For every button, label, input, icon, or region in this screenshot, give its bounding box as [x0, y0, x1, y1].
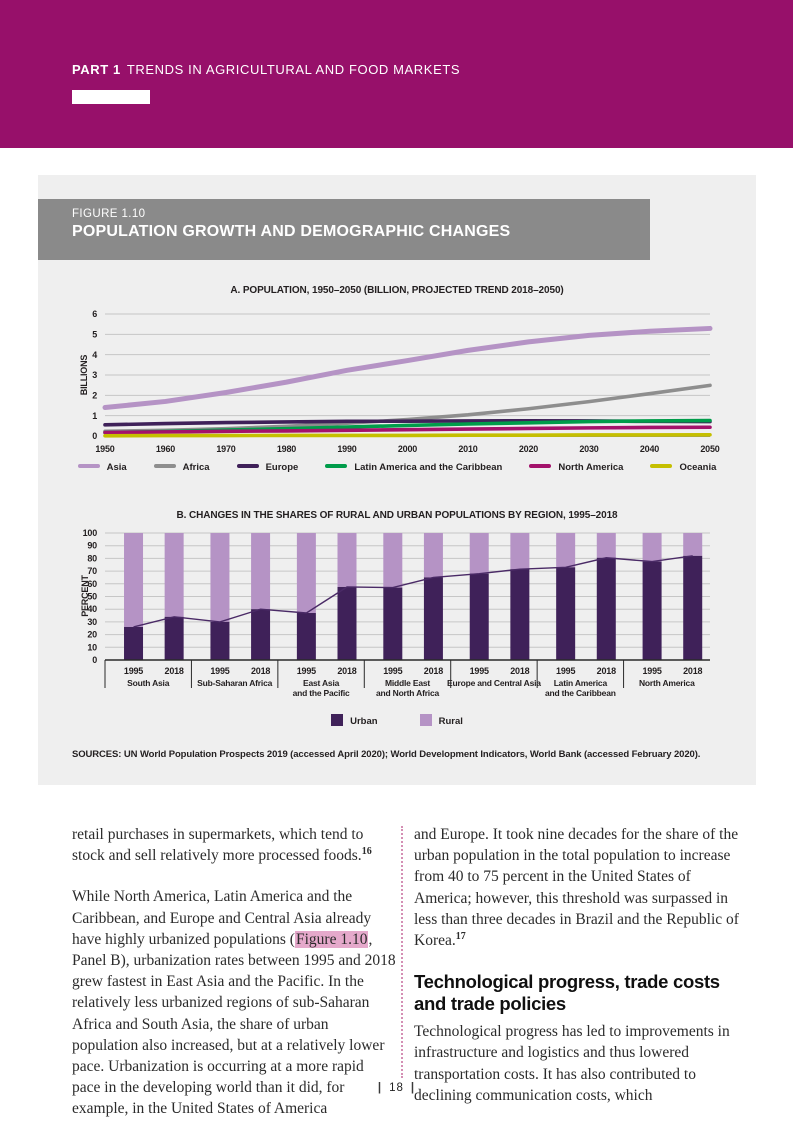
legend-item: Africa [154, 462, 210, 473]
region-label: Middle East [384, 678, 431, 688]
bar-urban [597, 558, 616, 660]
legend-item: Asia [78, 462, 127, 473]
legend-item: Urban [331, 714, 377, 727]
legend-swatch [529, 464, 551, 468]
bar-rural [338, 533, 357, 587]
legend-swatch [78, 464, 100, 468]
header-white-box [72, 90, 150, 104]
year-label: 1995 [642, 666, 662, 676]
year-label: 1995 [296, 666, 316, 676]
y-tick-label: 20 [87, 629, 97, 640]
paragraph-text: and Europe. It took nine decades for the share of the urban population in the total population to increase from 40 to 75 percent in the United States of America; however, this threshold was surpassed in less than three decades in Brazil and the Republic of Korea. [414, 826, 739, 950]
figure-1-10-link[interactable]: Figure 1.10 [295, 930, 368, 948]
bar-rural [165, 533, 184, 617]
bar-rural [643, 533, 662, 562]
region-label: and the Caribbean [544, 688, 616, 698]
bar-urban [383, 588, 402, 660]
bar-urban [683, 556, 702, 660]
part-number: PART 1 [72, 62, 121, 77]
footer-bar-right: | [410, 1082, 416, 1094]
bar-rural [597, 533, 616, 558]
paragraph-text: , Panel B), urbanization rates between 1995 and 2018 grew fastest in East Asia and the Pacific. In the relatively less urbanized regions of sub-Saharan Africa and South Asia, the share of urban population also increased, but at a relatively lower pace. Urbanization is occurring at a more rapid pace in the developing world than it did, for example, in the United States of America [72, 930, 396, 1118]
legend-swatch [237, 464, 259, 468]
legend-swatch [420, 714, 432, 726]
y-tick-label: 1 [92, 410, 97, 421]
year-label: 2018 [683, 666, 703, 676]
year-label: 2018 [423, 666, 444, 676]
figure-sources: SOURCES: UN World Population Prospects 2019 (accessed April 2020); World Development Indicators, World Bank (accessed February 2020). [72, 749, 701, 760]
y-tick-label: 0 [92, 655, 97, 665]
region-label: North America [638, 678, 695, 688]
panel-b-title: B. CHANGES IN THE SHARES OF RURAL AND URBAN POPULATIONS BY REGION, 1995–2018 [176, 510, 618, 521]
figure-label: FIGURE 1.10 [72, 208, 146, 220]
bar-urban [124, 627, 143, 660]
bar-urban [165, 617, 184, 660]
x-tick-label: 1990 [337, 444, 357, 454]
bar-rural [510, 533, 529, 569]
y-tick-label: 10 [87, 642, 97, 653]
legend-swatch [154, 464, 176, 468]
bar-urban [643, 562, 662, 660]
region-label: Sub-Saharan Africa [197, 678, 273, 688]
figure-title-bar [38, 199, 650, 260]
panel-a-legend [38, 462, 756, 473]
year-label: 2018 [337, 666, 357, 676]
y-tick-label: 80 [87, 553, 97, 564]
y-tick-label: 3 [92, 370, 97, 381]
year-label: 1995 [210, 666, 230, 676]
population-line-chart [75, 295, 735, 460]
y-axis-label: PERCENT [80, 575, 90, 617]
y-tick-label: 2 [92, 390, 97, 401]
figure-title: POPULATION GROWTH AND DEMOGRAPHIC CHANGES [72, 223, 511, 240]
x-tick-label: 2030 [579, 444, 599, 454]
legend-item: Rural [420, 714, 463, 727]
legend-item: Europe [237, 462, 299, 473]
bar-rural [683, 533, 702, 556]
x-tick-label: 2000 [397, 444, 418, 454]
region-label: Latin America [553, 678, 608, 688]
region-label: and the Pacific [292, 688, 350, 698]
panel-a-title: A. POPULATION, 1950–2050 (BILLION, PROJECTED TREND 2018–2050) [230, 285, 564, 296]
part-header-band [0, 0, 793, 148]
paragraph-text: retail purchases in supermarkets, which tend to stock and sell relatively more processed foods. [72, 826, 364, 865]
bar-rural [210, 533, 229, 622]
figure-1-10-panel [38, 175, 756, 785]
bar-rural [556, 533, 575, 567]
x-tick-label: 2040 [639, 444, 660, 454]
legend-swatch [325, 464, 347, 468]
region-label: South Asia [127, 678, 170, 688]
section-heading: Technological progress, trade costs and trade policies [414, 971, 720, 1014]
y-tick-label: 6 [92, 309, 97, 320]
y-tick-label: 90 [87, 540, 97, 551]
x-tick-label: 1950 [95, 444, 115, 454]
bar-rural [383, 533, 402, 588]
x-tick-label: 1970 [216, 444, 236, 454]
legend-swatch [331, 714, 343, 726]
year-label: 1995 [556, 666, 576, 676]
paragraph [72, 824, 396, 866]
y-axis-label: BILLIONS [79, 354, 89, 396]
y-tick-label: 4 [92, 349, 97, 360]
year-label: 1995 [123, 666, 144, 676]
bar-rural [297, 533, 316, 613]
bar-urban [338, 587, 357, 660]
year-label: 1995 [383, 666, 403, 676]
y-tick-label: 60 [87, 578, 97, 589]
page-footer [0, 1082, 793, 1094]
footnote-ref-16[interactable]: 16 [361, 846, 372, 858]
panel-b-legend [38, 714, 756, 727]
bar-urban [297, 613, 316, 660]
x-tick-label: 1980 [276, 444, 297, 454]
y-tick-label: 40 [87, 604, 97, 615]
series-line-oceania [105, 435, 710, 436]
y-tick-label: 5 [92, 329, 97, 340]
y-tick-label: 70 [87, 566, 97, 577]
body-column-left [72, 824, 396, 1122]
bar-rural [124, 533, 143, 627]
year-label: 2018 [596, 666, 616, 676]
bar-urban [424, 577, 443, 660]
y-tick-label: 0 [92, 431, 97, 442]
region-label: and North Africa [375, 688, 440, 698]
bar-urban [556, 567, 575, 660]
footer-bar-left: | [377, 1082, 383, 1094]
urban-rural-bar-chart [75, 522, 735, 702]
paragraph-text: While North America, Latin America and the Caribbean, and Europe and Central Asia already have highly urbanized populations ( [72, 888, 372, 948]
y-tick-label: 50 [87, 591, 97, 602]
bar-urban [510, 569, 529, 660]
y-tick-label: 100 [82, 528, 97, 538]
part-title: TRENDS IN AGRICULTURAL AND FOOD MARKETS [126, 62, 461, 77]
paragraph-text: Technological progress has led to improvements in infrastructure and logistics and thus lowered transportation costs. It has also contributed to declining communication costs, which [414, 1023, 730, 1104]
x-tick-label: 2010 [458, 444, 478, 454]
legend-item: Latin America and the Caribbean [325, 462, 502, 473]
year-label: 1995 [469, 666, 489, 676]
bar-urban [210, 622, 229, 660]
year-label: 2018 [250, 666, 271, 676]
bar-urban [470, 574, 489, 660]
page-number: 18 [389, 1082, 404, 1094]
column-divider [401, 826, 403, 1078]
region-label: Europe and Central Asia [447, 678, 541, 688]
x-tick-label: 2050 [700, 444, 720, 454]
y-tick-label: 30 [87, 616, 97, 627]
body-column-right [414, 824, 740, 1122]
bar-rural [424, 533, 443, 577]
bar-urban [251, 609, 270, 660]
bar-rural [470, 533, 489, 574]
legend-swatch [650, 464, 672, 468]
paragraph [414, 824, 740, 951]
region-label: East Asia [302, 678, 340, 688]
legend-item: Oceania [650, 462, 716, 473]
part-header-text [72, 62, 460, 77]
x-tick-label: 2020 [518, 444, 539, 454]
x-tick-label: 1960 [155, 444, 176, 454]
bar-rural [251, 533, 270, 609]
year-label: 2018 [164, 666, 184, 676]
year-label: 2018 [510, 666, 530, 676]
legend-item: North America [529, 462, 623, 473]
footnote-ref-17[interactable]: 17 [455, 930, 466, 942]
